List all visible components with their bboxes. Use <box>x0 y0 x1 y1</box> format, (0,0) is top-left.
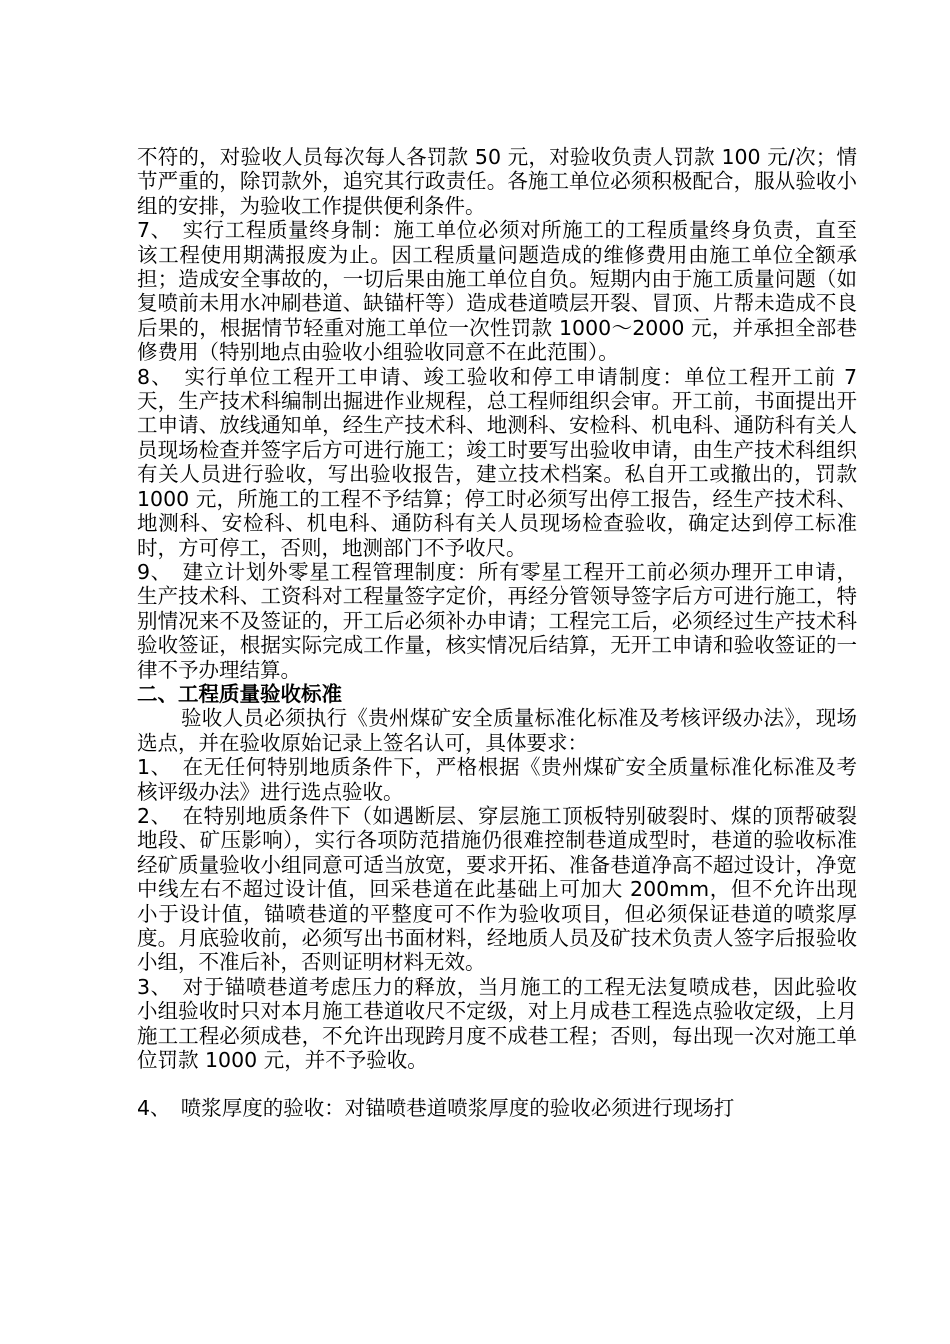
blank-line <box>137 1072 857 1096</box>
paragraph-item-9: 9、 建立计划外零星工程管理制度：所有零星工程开工前必须办理开工申请，生产技术科、工资科对工程量签字定价，再经分管领导签字后方可进行施工，特别情况来不及签证的，开工后必须补办申请；工程完工后，必须经过生产技术科验收签证，根据实际完成工作量，核实情况后结算，无开工申请和验收签证的一律不予办理结算。 <box>137 559 857 682</box>
section-heading: 二、工程质量验收标准 <box>137 681 342 706</box>
requirement-item-2: 2、 在特别地质条件下（如遇断层、穿层施工顶板特别破裂时、煤的顶帮破裂地段、矿压影响），实行各项防范措施仍很难控制巷道成型时，巷道的验收标准经矿质量验收小组同意可适当放宽，要求开拓、准备巷道净高不超过设计，净宽中线左右不超过设计值，回采巷道在此基础上可加大 200mm，但不允许出现小于设计值，锚喷巷道的平整度可不作为验收项目，但必须保证巷道的喷浆厚度。月底验收前，必须写出书面材料，经地质人员及矿技术负责人签字后报验收小组，不准后补，否则证明材料无效。 <box>137 803 857 975</box>
requirement-item-1: 1、 在无任何特别地质条件下，严格根据《贵州煤矿安全质量标准化标准及考核评级办法》进行选点验收。 <box>137 755 857 804</box>
paragraph-item-7: 7、 实行工程质量终身制：施工单位必须对所施工的工程质量终身负责，直至该工程使用期满报废为止。因工程质量问题造成的维修费用由施工单位全额承担；造成安全事故的，一切后果由施工单位自负。短期内由于施工质量问题（如复喷前未用水冲刷巷道、缺锚杆等）造成巷道喷层开裂、冒顶、片帮未造成不良后果的，根据情节轻重对施工单位一次性罚款 1000～2000 元，并承担全部巷修费用（特别地点由验收小组验收同意不在此范围）。 <box>137 218 857 365</box>
requirement-item-4: 4、 喷浆厚度的验收：对锚喷巷道喷浆厚度的验收必须进行现场打 <box>137 1096 735 1121</box>
section-intro: 验收人员必须执行《贵州煤矿安全质量标准化标准及考核评级办法》，现场选点，并在验收原始记录上签名认可，具体要求： <box>137 706 857 755</box>
document-body <box>137 145 857 1121</box>
paragraph-continuation: 不符的，对验收人员每次每人各罚款 50 元，对验收负责人罚款 100 元/次；情节严重的，除罚款外，追究其行政责任。各施工单位必须积极配合，服从验收小组的安排，为验收工作提供便利条件。 <box>137 145 857 218</box>
paragraph-item-8: 8、 实行单位工程开工申请、竣工验收和停工申请制度：单位工程开工前 7 天，生产技术科编制出掘进作业规程，总工程师组织会审。开工前，书面提出开工申请、放线通知单，经生产技术科、地测科、安检科、机电科、通防科有关人员现场检查并签字后方可进行施工；竣工时要写出验收申请，由生产技术科组织有关人员进行验收，写出验收报告，建立技术档案。私自开工或撤出的，罚款 1000 元，所施工的工程不予结算；停工时必须写出停工报告，经生产技术科、地测科、安检科、机电科、通防科有关人员现场检查验收，确定达到停工标准时，方可停工，否则，地测部门不予收尺。 <box>137 364 857 560</box>
requirement-item-3: 3、 对于锚喷巷道考虑压力的释放，当月施工的工程无法复喷成巷，因此验收小组验收时只对本月施工巷道收尺不定级，对上月成巷工程选点验收定级，上月施工工程必须成巷，不允许出现跨月度不成巷工程；否则，每出现一次对施工单位罚款 1000 元，并不予验收。 <box>137 974 857 1073</box>
